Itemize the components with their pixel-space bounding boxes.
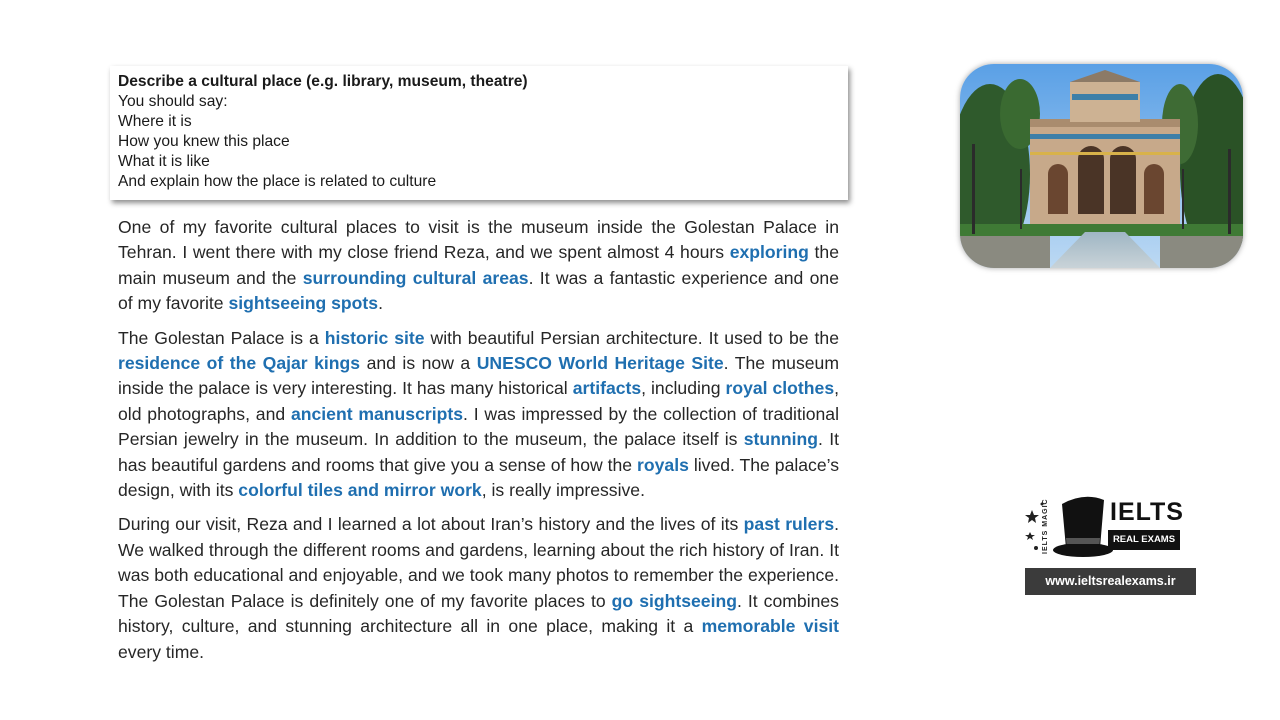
essay-text: During our visit, Reza and I learned a lot about Iran’s history and the lives of its <box>118 514 744 535</box>
essay-text: . I was impressed by the collection of traditional Persian jewelry in the museum. In addition to the museum, the palace itself is <box>118 403 840 450</box>
paragraph-3 <box>118 512 839 664</box>
highlighted-phrase: sightseeing spots <box>228 293 379 314</box>
paragraph-2 <box>118 326 839 504</box>
logo-badge: REAL EXAMS <box>1108 530 1180 550</box>
essay-text: every time. <box>118 641 205 662</box>
highlighted-phrase: past rulers <box>743 514 835 535</box>
highlighted-phrase: historic site <box>324 327 425 348</box>
task-line: How you knew this place <box>118 133 290 150</box>
logo-title: IELTS <box>1110 498 1184 526</box>
highlighted-phrase: memorable visit <box>701 616 839 637</box>
essay-text: The Golestan Palace is a <box>118 327 325 348</box>
logo-side-text: IELTS MAGIC <box>1042 498 1049 554</box>
golestan-palace-photo <box>960 64 1243 268</box>
essay-text: and is now a <box>360 353 477 374</box>
highlighted-phrase: exploring <box>729 242 809 263</box>
highlighted-phrase: stunning <box>743 429 819 450</box>
ielts-real-exams-logo <box>1024 492 1196 564</box>
essay-text: . It has beautiful gardens and rooms that give you a sense of how the <box>118 429 839 475</box>
essay-text: with beautiful Persian architecture. It used to be the <box>424 327 839 348</box>
task-line: And explain how the place is related to culture <box>118 173 437 190</box>
website-url[interactable]: www.ieltsrealexams.ir <box>1025 568 1196 595</box>
highlighted-phrase: surrounding cultural areas <box>302 267 529 288</box>
task-card <box>110 66 848 200</box>
highlighted-phrase: artifacts <box>572 378 642 399</box>
highlighted-phrase: UNESCO World Heritage Site <box>476 353 724 374</box>
task-line: What it is like <box>118 153 210 170</box>
essay-text: , old photographs, and <box>118 378 839 424</box>
task-line: Where it is <box>118 113 192 130</box>
highlighted-phrase: colorful tiles and mirror work <box>238 480 482 501</box>
highlighted-phrase: go sightseeing <box>611 590 737 611</box>
paragraph-1 <box>118 215 839 317</box>
essay-text: , is really impressive. <box>481 480 645 501</box>
essay-text: the main museum and the <box>118 242 839 288</box>
highlighted-phrase: ancient manuscripts <box>290 403 463 424</box>
essay-text: lived. The palace’s design, with its <box>118 454 840 501</box>
sample-answer <box>118 215 839 674</box>
essay-text: . It was a fantastic experience and one of my favorite <box>118 267 839 314</box>
essay-text: One of my favorite cultural places to visit is the museum inside the Golestan Palace in Tehran. I went there with my close friend Reza, and we spent almost 4 hours <box>118 217 839 263</box>
highlighted-phrase: royals <box>637 454 689 475</box>
essay-text: . It combines history, culture, and stunning architecture all in one place, making it a <box>118 590 839 637</box>
task-title: Describe a cultural place (e.g. library, museum, theatre) <box>118 73 528 90</box>
task-line: You should say: <box>118 93 228 110</box>
essay-text: , including <box>641 378 726 399</box>
highlighted-phrase: residence of the Qajar kings <box>118 353 361 374</box>
essay-text: . The museum inside the palace is very interesting. It has many historical <box>118 353 839 399</box>
highlighted-phrase: royal clothes <box>725 378 835 399</box>
essay-text: . <box>378 293 383 314</box>
essay-text: . We walked through the different rooms and gardens, learning about the rich history of Iran. It was both educational and enjoyable, and we took many photos to remember the experience. The Golestan Palace is definitely one of my favorite places to <box>118 514 839 611</box>
